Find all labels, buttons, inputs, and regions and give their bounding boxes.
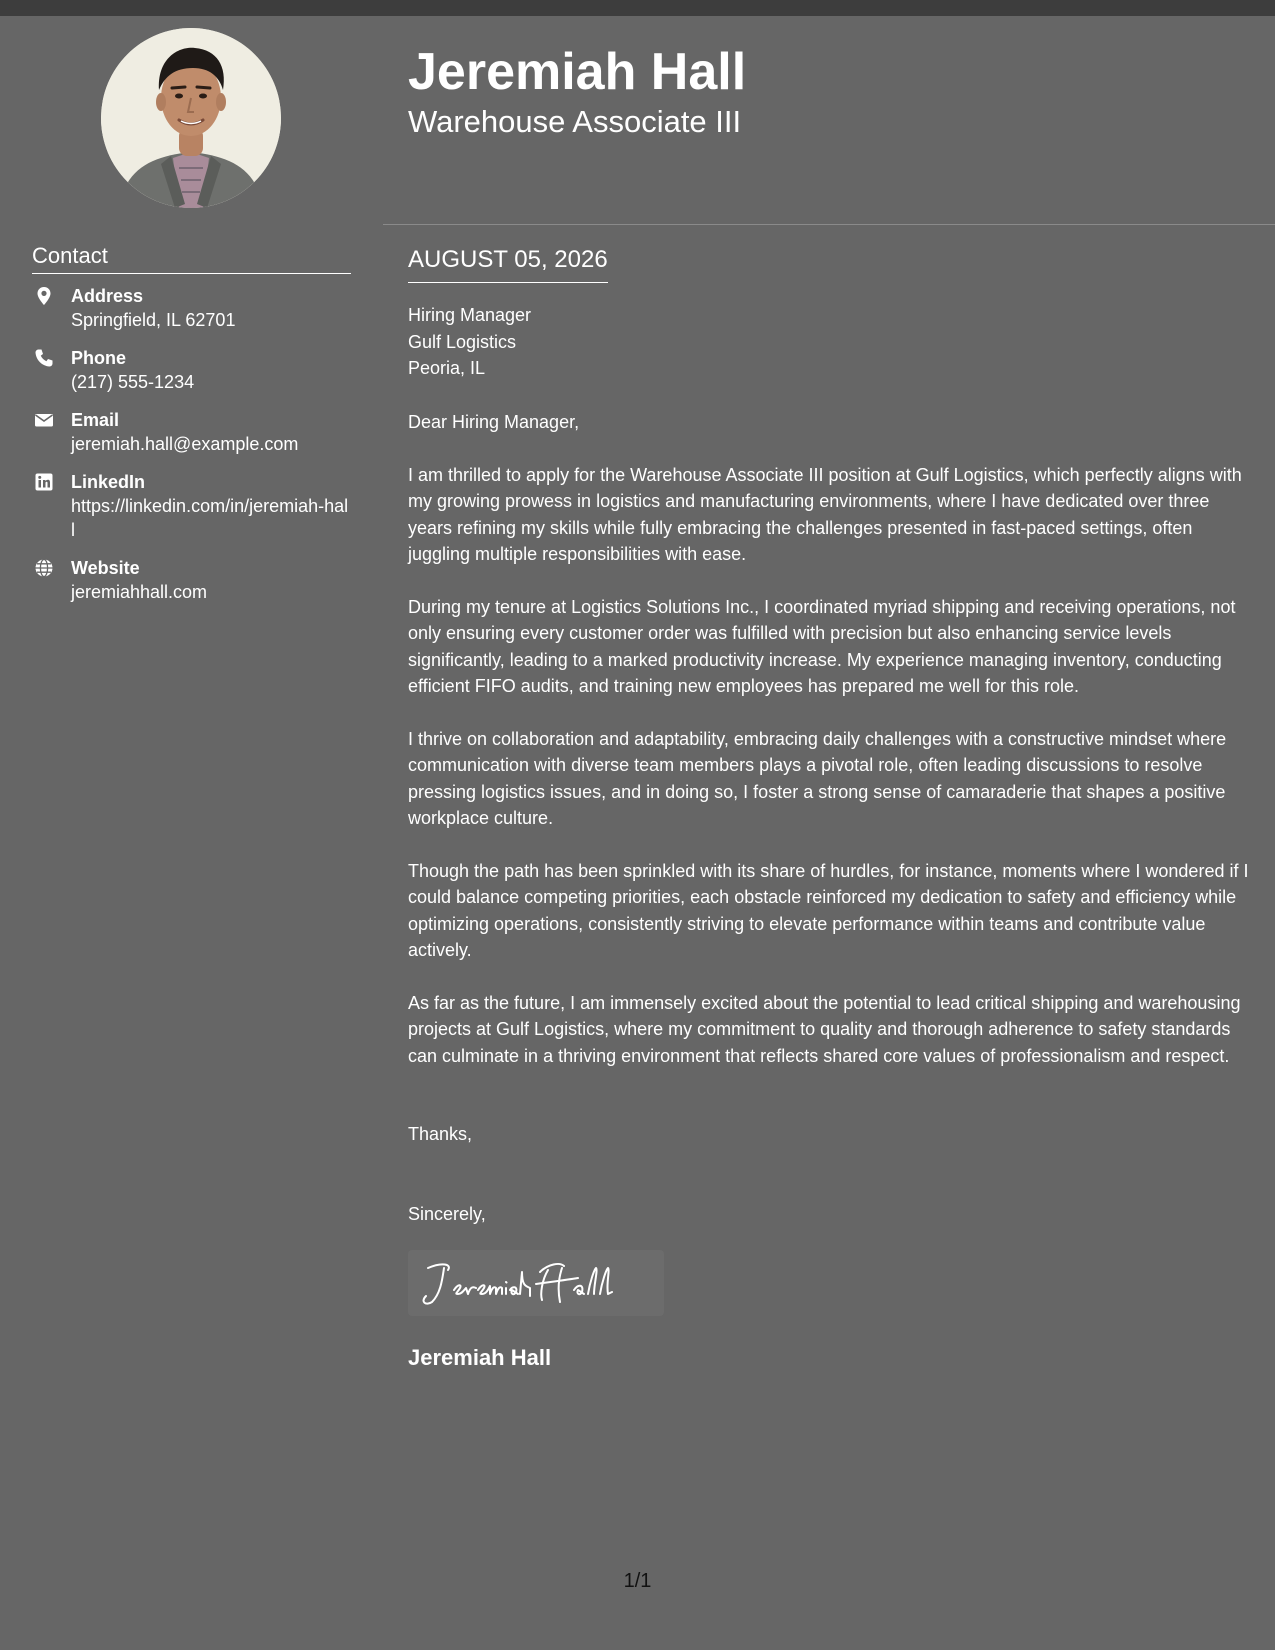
contact-label: Address	[71, 286, 144, 306]
contact-item-email	[32, 408, 362, 456]
email-value[interactable]: jeremiah.hall@example.com	[71, 434, 299, 454]
sidebar	[0, 16, 383, 1650]
globe-icon	[34, 558, 54, 578]
contact-heading: Contact	[32, 241, 351, 274]
header-divider	[383, 224, 1275, 225]
job-title: Warehouse Associate III	[408, 104, 742, 139]
phone-icon	[34, 348, 54, 368]
signature-image	[408, 1250, 664, 1316]
recipient-line: Gulf Logistics	[408, 331, 517, 352]
signed-name: Jeremiah Hall	[408, 1345, 552, 1370]
address-value: Springfield, IL 62701	[71, 310, 236, 330]
phone-value: (217) 555-1234	[71, 372, 195, 392]
contact-label: Email	[71, 410, 120, 430]
body-paragraph: I am thrilled to apply for the Warehouse Associate III position at Gulf Logistics, which perfectly aligns with my growing prowess in logistics and manufacturing environments, where I have dedicated over three years refining my skills while fully embracing the challenges presented in fast-paced settings, often juggling multiple responsibilities with ease.	[408, 464, 1242, 564]
recipient-block	[408, 302, 531, 382]
letter-date: AUGUST 05, 2026	[408, 244, 608, 283]
applicant-name: Jeremiah Hall	[408, 43, 747, 101]
recipient-line: Peoria, IL	[408, 358, 486, 378]
contact-list	[32, 284, 362, 618]
contact-label: Phone	[71, 348, 127, 368]
avatar	[101, 28, 281, 208]
contact-item-phone	[32, 346, 362, 394]
avatar-portrait-image	[101, 28, 281, 208]
envelope-icon	[34, 410, 54, 430]
website-value[interactable]: jeremiahhall.com	[71, 582, 208, 602]
map-pin-icon	[34, 286, 54, 306]
closing-sincerely: Sincerely,	[408, 1204, 486, 1224]
contact-item-website	[32, 556, 362, 604]
body-paragraph: I thrive on collaboration and adaptability, embracing daily challenges with a constructive mindset where communication with diverse team members plays a pivotal role, often leading discussions to resolve pressing logistics issues, and in doing so, I foster a strong sense of camaraderie that shapes a positive workplace culture.	[408, 728, 1227, 828]
contact-label: LinkedIn	[71, 472, 146, 492]
greeting: Dear Hiring Manager,	[408, 412, 580, 432]
page-number: 1/1	[623, 1570, 652, 1592]
body-paragraph: As far as the future, I am immensely excited about the potential to lead critical shipping and warehousing projects at Gulf Logistics, where my commitment to quality and thorough adherence to safety standards can culminate in a thriving environment that reflects shared core values of professionalism and respect.	[408, 992, 1241, 1066]
handwritten-signature	[408, 1250, 664, 1316]
closing-thanks: Thanks,	[408, 1124, 473, 1144]
contact-label: Website	[71, 558, 140, 578]
recipient-line: Hiring Manager	[408, 305, 532, 325]
linkedin-value[interactable]: https://linkedin.com/in/jeremiah-hall	[71, 496, 349, 540]
linkedin-icon	[34, 472, 54, 492]
contact-item-linkedin	[32, 470, 362, 542]
letter-body	[408, 409, 1250, 1095]
contact-item-address	[32, 284, 362, 332]
body-paragraph: During my tenure at Logistics Solutions Inc., I coordinated myriad shipping and receiving operations, not only ensuring every customer order was fulfilled with precision but also enhancing service levels significantly, leading to a marked productivity increase. My experience managing inventory, conducting efficient FIFO audits, and training new employees has prepared me well for this role.	[408, 596, 1236, 696]
top-bar	[0, 0, 1275, 16]
body-paragraph: Though the path has been sprinkled with its share of hurdles, for instance, moments where I wondered if I could balance competing priorities, each obstacle reinforced my dedication to safety and efficiency while optimizing operations, consistently striving to elevate performance within teams and contribute value actively.	[408, 860, 1249, 960]
